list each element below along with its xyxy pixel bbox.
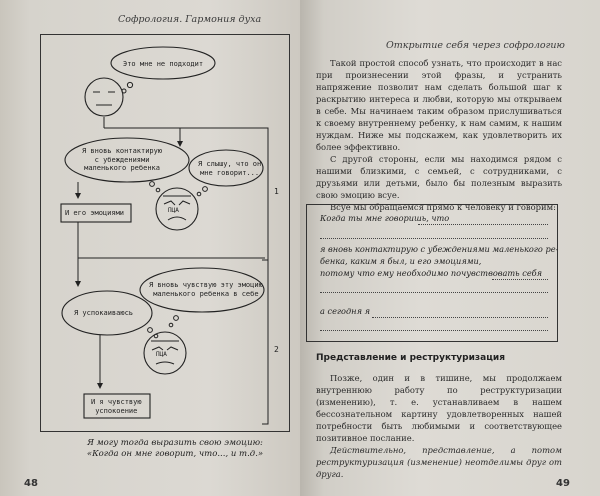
thought-dot [197, 192, 201, 196]
form-rule [320, 238, 548, 239]
left-page-number: 48 [24, 478, 38, 489]
contact-bubble-text: Я вновь контактирую с убеждениями маленького ребенка [82, 147, 163, 172]
face-label-1: ПЦА [168, 207, 179, 214]
thought-dot [148, 328, 153, 333]
thought-dot [150, 182, 155, 187]
right-page-number: 49 [556, 478, 570, 489]
thought-dot [203, 187, 208, 192]
right-running-head: Открытие себя через софрологию [386, 40, 565, 51]
calming-bubble-text: Я успокаиваюсь [74, 309, 134, 317]
thought-dot [156, 188, 160, 192]
left-running-head: Софрология. Гармония духа [118, 14, 262, 25]
paragraph-2: С другой стороны, если мы находимся рядом с нашими близкими, с семьей, с сотрудниками, с друзьями или детьми, было бы полезным выразить свою эмоцию всуе. [316, 154, 562, 200]
paragraph-1: Такой простой способ узнать, что происходит в нас при произнесении этой фразы, и устранить напряжение позволит нам сделать большой шаг к раскрытию интереса и любви, которую мы открываем в себе. Мы начинаем таким образом прислушиваться к своему внутреннему ребенку, к нам самим, к нашим нуждам. Ниже мы подскажем, как удовлетворить их более эффективно. [316, 58, 562, 152]
paragraph-block-2 [316, 372, 562, 480]
form-line-2: я вновь контактирую с убеждениями маленького ре- [320, 244, 559, 254]
form-rule [418, 224, 548, 225]
diagram-caption: Я могу тогда выразить свою эмоцию: «Когда он мне говорит, что..., и т.д.» [86, 438, 264, 459]
feel-emotion-bubble-text: Я вновь чувствую эту эмоцию маленького ребенка в себе [149, 281, 263, 298]
paragraph-5: Действительно, представление, а потом реструктуризация (изменение) неотделимы друг от друга. [316, 445, 562, 479]
form-line-5: а сегодня я [320, 306, 371, 316]
neutral-face-icon [85, 78, 123, 116]
emotions-box-text: И его эмоциями [65, 209, 125, 217]
form-rule [320, 330, 548, 331]
paragraph-4: Позже, один и в тишине, мы продолжаем внутреннюю работу по реструктуризации (изменению), т. е. устанавливаем в нашем бессознательном картину удовлетворенных нашей потребности быть любимыми и соответствующее позитивное послание. [316, 373, 562, 443]
bracket-1 [262, 128, 268, 260]
paragraph-block-1 [316, 57, 562, 213]
form-rule [492, 279, 548, 280]
bracket-2-label: 2 [274, 345, 279, 354]
calm-box-text: И я чувствую успокоение [91, 398, 142, 415]
paragraph-3: Всуе мы обращаемся прямо к человеку и говорим: [330, 202, 556, 212]
form-line-1: Когда ты мне говоришь, что [320, 213, 450, 223]
face-label-2: ПЦА [156, 351, 167, 358]
section-subheading: Представление и реструктуризация [316, 353, 505, 363]
hearing-bubble-text: Я слышу, что он мне говорит... [198, 160, 262, 177]
thought-dot [174, 316, 179, 321]
thought-dot [127, 82, 132, 87]
form-rule [372, 317, 548, 318]
bracket-1-label: 1 [274, 187, 279, 196]
form-line-4: потому что ему необходимо почувствовать себя [320, 268, 543, 278]
form-rule [320, 292, 548, 293]
form-line-3: бенка, каким я был, и его эмоциями, [320, 256, 482, 266]
thought-dot [169, 323, 173, 327]
top-bubble-text: Это мне не подходит [123, 60, 204, 68]
